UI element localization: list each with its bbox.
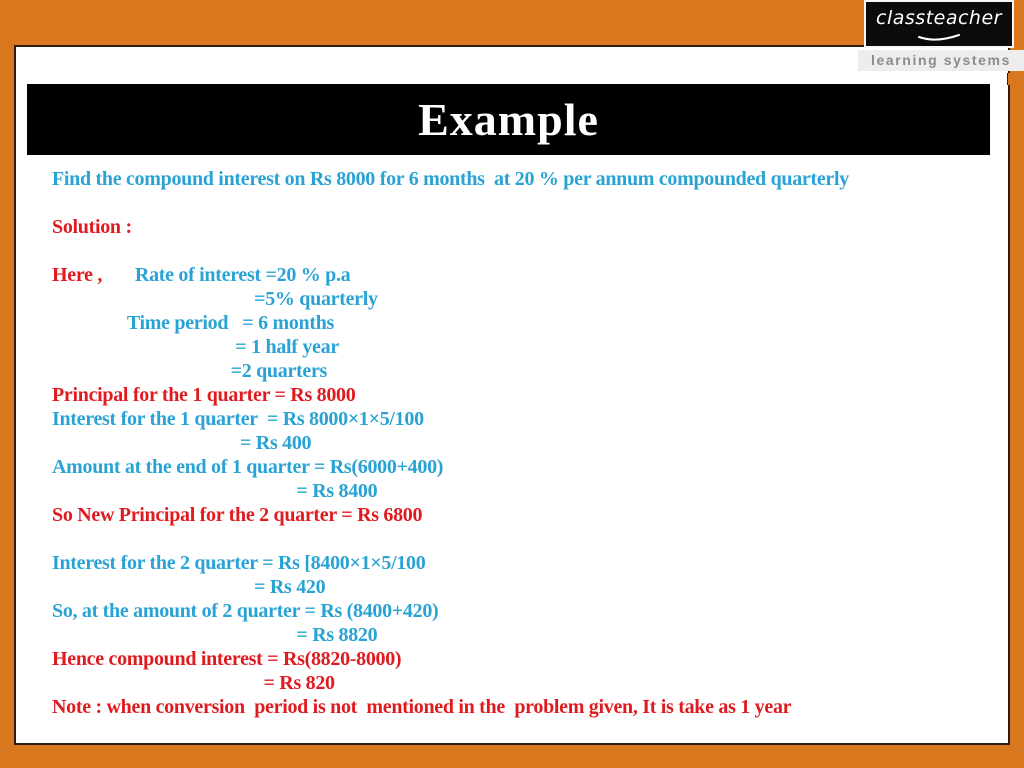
logo-swoosh-icon xyxy=(916,33,962,43)
text-segment-red: Note : when conversion period is not mentioned in the problem given, It is take as 1 year xyxy=(52,696,792,718)
text-line xyxy=(52,359,998,383)
text-line xyxy=(52,623,998,647)
text-line xyxy=(52,311,998,335)
text-line xyxy=(52,215,998,239)
text-line xyxy=(52,599,998,623)
text-segment-cyan: Amount at the end of 1 quarter = Rs(6000+400) xyxy=(52,456,444,478)
text-line xyxy=(52,239,998,263)
text-line xyxy=(52,335,998,359)
text-segment-cyan: So, at the amount of 2 quarter = Rs (8400+420) xyxy=(52,600,439,622)
text-line xyxy=(52,527,998,551)
text-segment-cyan: = Rs 8820 xyxy=(52,624,378,646)
text-line xyxy=(52,407,998,431)
text-segment-cyan: Time period = 6 months xyxy=(52,312,335,334)
solution-text xyxy=(52,167,998,719)
logo-box xyxy=(866,2,1012,46)
classteacher-logo xyxy=(858,0,1024,86)
text-segment-cyan: = Rs 8400 xyxy=(52,480,378,502)
slide-content-panel xyxy=(14,45,1010,745)
text-line xyxy=(52,167,998,191)
text-line xyxy=(52,671,998,695)
text-segment-red: So New Principal for the 2 quarter = Rs 6800 xyxy=(52,504,423,526)
text-line xyxy=(52,287,998,311)
text-segment-cyan: = Rs 400 xyxy=(52,432,312,454)
text-segment-red: Hence compound interest = Rs(8820-8000) xyxy=(52,648,402,670)
page-title: Example xyxy=(418,94,599,145)
text-line xyxy=(52,263,998,287)
logo-orange-square xyxy=(1007,73,1024,85)
text-line xyxy=(52,191,998,215)
text-segment-cyan: =2 quarters xyxy=(52,360,328,382)
text-segment-cyan: Rate of interest =20 % p.a xyxy=(102,264,351,286)
text-segment-cyan: Interest for the 2 quarter = Rs [8400×1×5/100 xyxy=(52,552,426,574)
text-line xyxy=(52,383,998,407)
text-line xyxy=(52,695,998,719)
text-line xyxy=(52,647,998,671)
text-line xyxy=(52,455,998,479)
logo-brand-text: classteacher xyxy=(876,7,1002,29)
text-segment-red: Here , xyxy=(52,264,103,286)
text-segment-cyan: =5% quarterly xyxy=(52,288,378,310)
text-line xyxy=(52,503,998,527)
text-segment-red: = Rs 820 xyxy=(52,672,335,694)
text-segment-cyan: Find the compound interest on Rs 8000 for 6 months at 20 % per annum compounded quarterly xyxy=(52,168,849,190)
text-line xyxy=(52,479,998,503)
text-line xyxy=(52,575,998,599)
title-banner xyxy=(27,84,990,155)
text-segment-red: Solution : xyxy=(52,216,132,238)
text-line xyxy=(52,551,998,575)
text-segment-cyan: = 1 half year xyxy=(52,336,339,358)
text-line xyxy=(52,431,998,455)
text-segment-cyan: = Rs 420 xyxy=(52,576,326,598)
logo-tagline: learning systems xyxy=(858,50,1024,71)
text-segment-cyan: Interest for the 1 quarter = Rs 8000×1×5/100 xyxy=(52,408,424,430)
text-segment-red: Principal for the 1 quarter = Rs 8000 xyxy=(52,384,356,406)
